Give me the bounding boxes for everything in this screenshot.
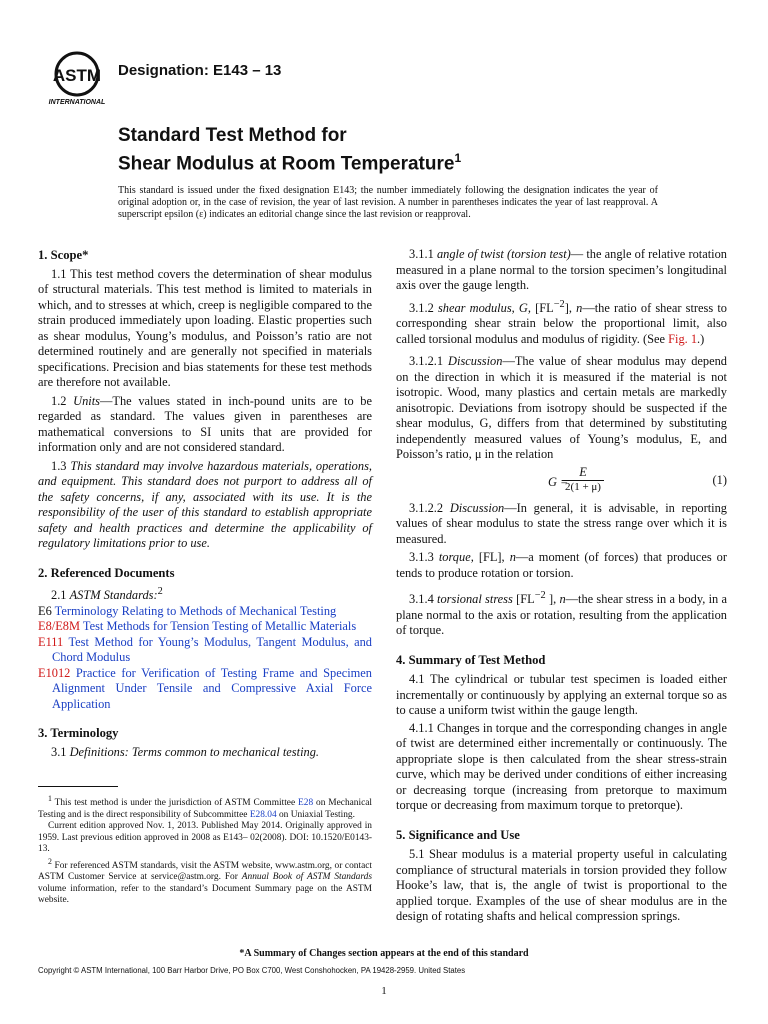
section-4-1: 4.1 The cylindrical or tubular test specimen is loaded either incrementally or continuously by applying an external torque so as to cause a uniform twist within the gauge length. (396, 672, 727, 718)
section-3-1-2-2: 3.1.2.2 Discussion—In general, it is advisable, in reporting values of shear modulus to state the stress range over which it is measured. (396, 500, 727, 546)
logo-main-text: ASTM (52, 66, 102, 85)
section-3-1: 3.1 Definitions: Terms common to mechanical testing. (51, 744, 320, 759)
section-1-1: 1.1 This test method covers the determination of shear modulus of structural materials. This test method is limited to materials in which, and to stresses at which, creep is negligible compared to the strain produced immediately upon loading. Elastic properties such as shear modulus, Young’s modulus, and Poisson’s ratio are not determined routinely and are generally not specified in materials specifications. Precision and bias statements for these test methods are therefore not available. (38, 266, 372, 389)
title-line-2: Shear Modulus at Room Temperature$^1$ (118, 151, 462, 175)
section-2-1: 2.1 ASTM Standards:$^2$ (51, 586, 163, 603)
equation-denominator: 2(1 + μ) (565, 480, 601, 493)
page-number: 1 (381, 985, 387, 997)
reference-e6[interactable]: E6 Terminology Relating to Methods of Mechanical Testing (38, 603, 337, 618)
footnotes (38, 793, 372, 907)
significance-heading: 5. Significance and Use (396, 827, 520, 842)
left-column (38, 248, 372, 760)
footnote-2: $^2$ For referenced ASTM standards, visit the ASTM website, www.astm.org, or contact ASTM Customer Service at service@astm.org. For Annual Book of ASTM Standards volume information, refer to the standard’s Document Summary page on the ASTM website. (38, 856, 373, 906)
section-3-1-3: 3.1.3 torque, [FL], n—a moment (of forces) that produces or tends to produce rotation or torsion. (396, 550, 727, 580)
figure-1-link[interactable]: Fig. 1 (668, 331, 698, 346)
astm-logo (44, 50, 110, 106)
preface: This standard is issued under the fixed designation E143; the number immediately following the designation indicates the year of original adoption or, in the case of revision, the year of last revision. A number in parentheses indicates the year of last reapproval. A superscript epsilon (ε) indicates an editorial change since the last revision or reapproval. (118, 185, 658, 220)
section-3-1-1: 3.1.1 angle of twist (torsion test)— the angle of relative rotation measured in a plane normal to the torsion specimen’s longitudinal axis over the gauge length. (396, 247, 727, 292)
section-3-1-4: 3.1.4 torsional stress [$FL^{-2}$ ], n—the shear stress in a body, in a plane normal to the axis or rotation, resulting from the application of torque. (396, 590, 727, 638)
section-4-1-1: 4.1.1 Changes in torque and the corresponding changes in angle of twist are determined either incrementally or continuously. The appropriate slope is then calculated from the shear stress-strain curve, which may be derived under conditions of either increasing or decreasing torque (increasing from pretorque to maximum torque or decreasing from maximum torque to pretorque). (396, 720, 727, 813)
equation-numerator: E (579, 464, 587, 479)
summary-of-changes-note: *A Summary of Changes section appears at the end of this standard (239, 948, 529, 959)
section-3-1-2: 3.1.2 shear modulus, G, $[FL^{-2}]$, n—the ratio of shear stress to corresponding shear strain below the proportional limit, also called torsional modulus and modulus of rigidity. (See Fig. 1.) (396, 298, 727, 346)
footnote-1: $^1$ This test method is under the jurisdiction of ASTM Committee E28 on Mechanical Testing and is the direct responsibility of Subcommittee E28.04 on Uniaxial Testing. (38, 794, 373, 820)
logo-sub-text: INTERNATIONAL (48, 99, 106, 106)
astm-logo-graphic (44, 50, 110, 106)
subcommittee-link[interactable]: E28.04 (249, 809, 277, 820)
referenced-documents-heading: 2. Referenced Documents (38, 565, 175, 580)
equation-lhs: G = (548, 474, 569, 489)
section-3-1-2-1: 3.1.2.1 Discussion—The value of shear modulus may depend on the direction in which it is measured if the material is not isotropic. Wood, many plastics and certain metals are markedly anisotropic. Deviations from isotropy should be suspected if the shear modulus, G, differs from that determined by substituting independently measured values of Young’s modulus, E, and Poisson’s ratio, μ in the relation (396, 354, 727, 462)
copyright: Copyright © ASTM International, 100 Barr Harbor Drive, PO Box C700, West Conshohocken, PA 19428-2959. United States (38, 966, 466, 975)
footnote-divider (38, 786, 118, 787)
section-1-2: 1.2 Units—The values stated in inch-pound units are to be regarded as standard. The values given in parentheses are mathematical conversions to SI units that are provided for information only and are not considered standard. (38, 393, 372, 454)
reference-e1012[interactable]: E1012 Practice for Verification of Testing Frame and Specimen Alignment Under Tensile and Compressive Axial Force Application (38, 665, 372, 711)
footnote-1-edition: Current edition approved Nov. 1, 2013. Published May 2014. Originally approved in 1959. Last previous edition approved in 2008 as E143– 02(2008). DOI: 10.1520/E0143-13. (38, 821, 372, 855)
equation-1 (396, 465, 727, 499)
section-5-1: 5.1 Shear modulus is a material property useful in calculating compliance of structural materials in torsion provided they follow Hooke’s law, that is, the angle of twist is proportional to the applied torque. Examples of the use of shear modulus are in the design of rotating shafts and helical compression springs. (396, 847, 727, 924)
title-line-1: Standard Test Method for (118, 125, 347, 146)
title-footnote-mark: 1 (454, 151, 462, 165)
reference-e8[interactable]: E8/E8M Test Methods for Tension Testing of Metallic Materials (38, 619, 357, 634)
reference-e111[interactable]: E111 Test Method for Young’s Modulus, Tangent Modulus, and Chord Modulus (38, 634, 372, 665)
summary-heading: 4. Summary of Test Method (396, 652, 546, 667)
section-1-3: 1.3 This standard may involve hazardous materials, operations, and equipment. This standard does not purport to address all of the safety concerns, if any, associated with its use. It is the responsibility of the user of this standard to establish appropriate safety and health practices and determine the applicability of regulatory limitations prior to use. (38, 458, 372, 550)
committee-link[interactable]: E28 (298, 798, 314, 809)
page-title (118, 125, 461, 175)
right-column (396, 247, 727, 925)
terminology-heading: 3. Terminology (38, 726, 119, 741)
scope-heading: 1. Scope* (38, 248, 89, 262)
designation: Designation: E143 – 13 (118, 62, 282, 79)
equation-number: (1) (712, 472, 727, 487)
